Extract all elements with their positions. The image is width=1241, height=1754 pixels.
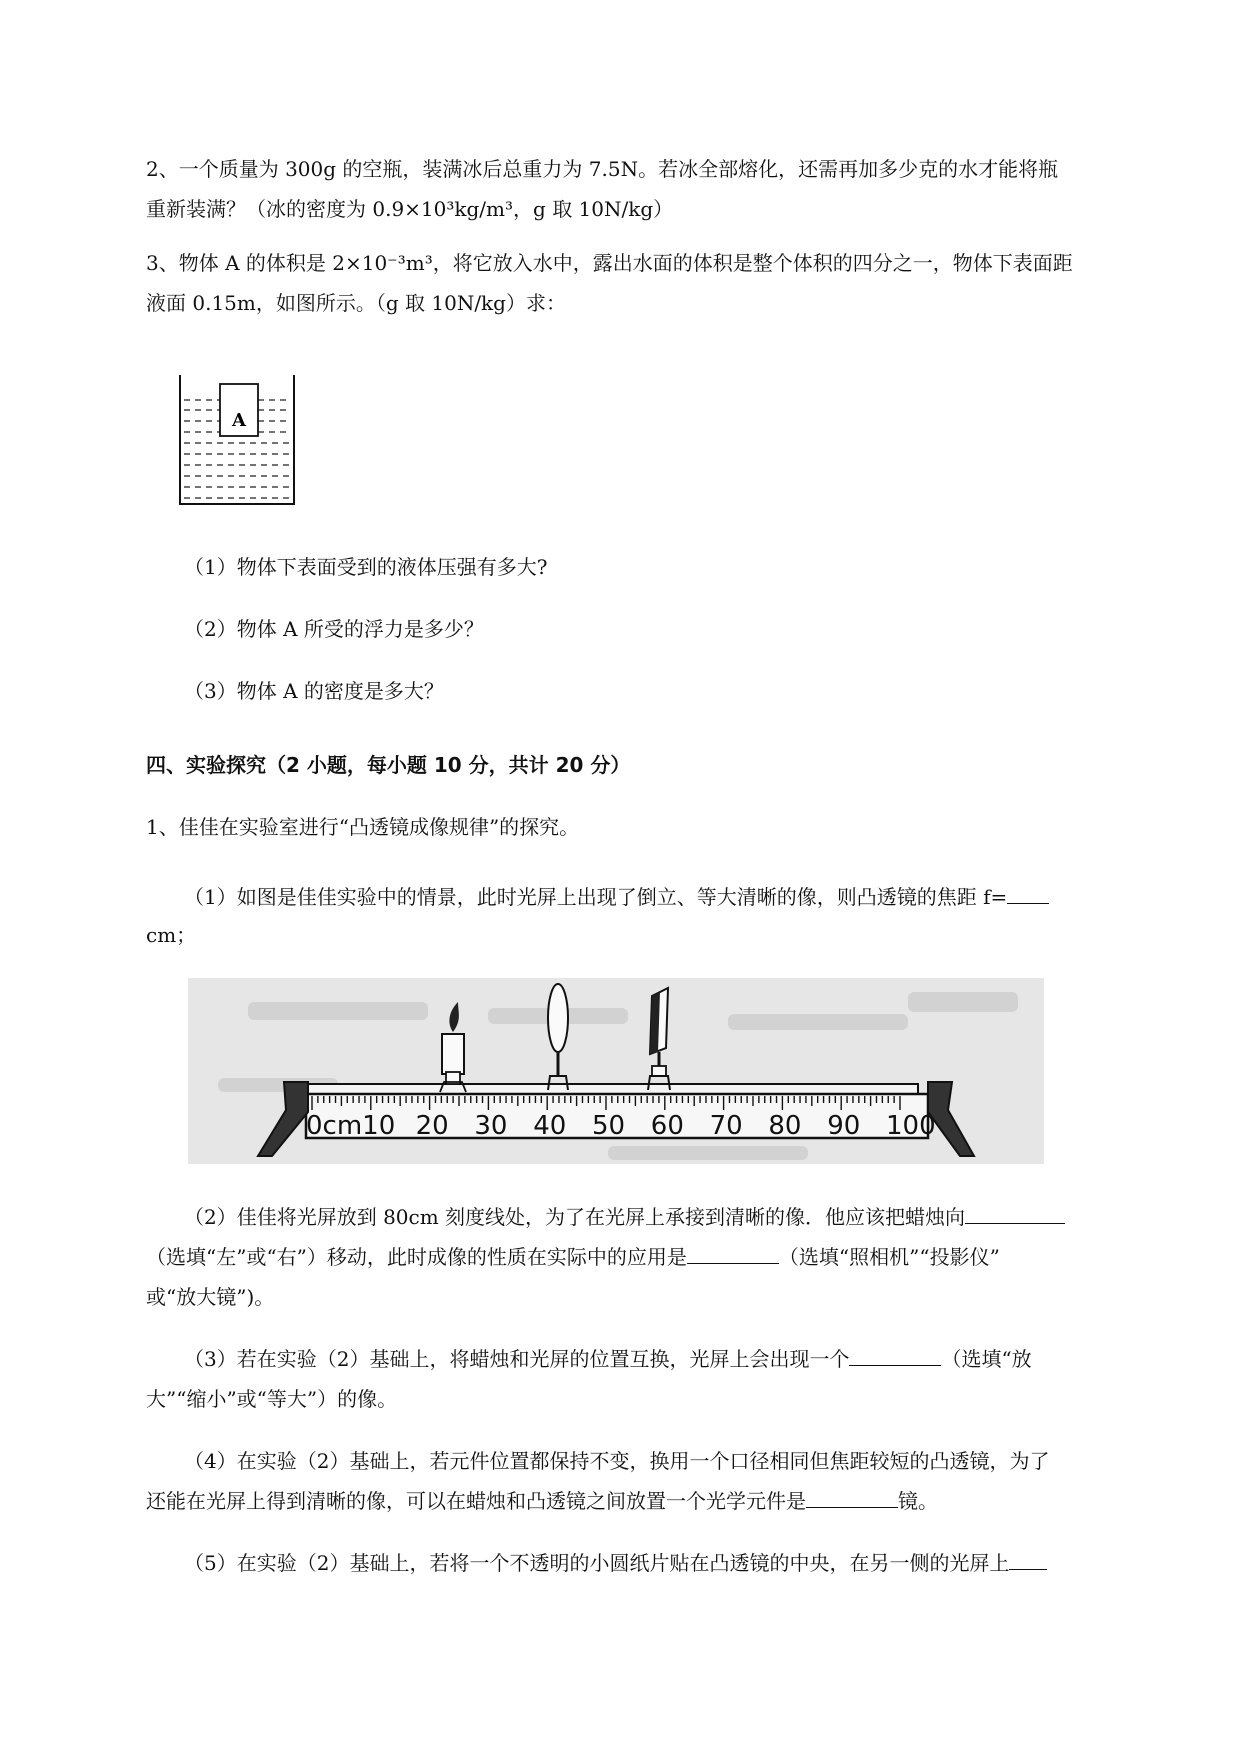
exp1-s2-line3: 或“放大镜”)。 [146,1285,275,1309]
exp1-s1-line1 [184,878,1146,916]
ruler-label: 40 [533,1111,567,1141]
exp1-intro: 1、佳佳在实验室进行“凸透镜成像规律”的探究。 [146,815,580,839]
exp1-s4-text-b: 还能在光屏上得到清晰的像，可以在蜡烛和凸透镜之间放置一个光学元件是 [146,1489,806,1513]
screen-result-blank [1009,1547,1047,1570]
q3-sub1: （1）物体下表面受到的液体压强有多大? [184,555,548,579]
section4-title: 四、实验探究（2 小题，每小题 10 分，共计 20 分） [146,753,631,777]
q3-line2: 液面 0.15m，如图所示。（g 取 10N/kg）求： [146,291,566,315]
exp1-s1-line2: cm； [146,923,197,947]
ruler-label: 80 [768,1111,802,1141]
q3-sub3: （3）物体 A 的密度是多大？ [184,679,444,703]
ruler-label: 0cm10 [306,1111,396,1141]
exp1-s5-text-a: （5）在实验（2）基础上，若将一个不透明的小圆纸片贴在凸透镜的中央，在另一侧的光屏上 [184,1551,1010,1575]
application-blank [687,1241,779,1264]
ruler-label: 100 [886,1111,936,1141]
q3-line1: 3、物体 A 的体积是 2×10⁻³m³，将它放入水中，露出水面的体积是整个体积的四分之一，物体下表面距 [146,251,1073,275]
ruler-label: 90 [827,1111,861,1141]
exp1-s4-line2 [146,1482,1146,1520]
ruler-label: 30 [474,1111,508,1141]
block-a-label: A [232,410,246,431]
exp1-s2-text-b: （选填“左”或“右”）移动，此时成像的性质在实际中的应用是 [146,1245,687,1269]
candle-direction-blank [965,1201,1065,1224]
exp1-s2-line1 [184,1198,1146,1236]
optical-element-blank [806,1485,898,1508]
q2-line2: 重新装满？（冰的密度为 0.9×10³kg/m³，g 取 10N/kg） [146,197,674,221]
q2-line1: 2、一个质量为 300g 的空瓶，装满冰后总重力为 7.5N。若冰全部熔化，还需再加多少克的水才能将瓶 [146,157,1059,181]
exp1-s3-line2: 大”“缩小”或“等大”）的像。 [146,1387,398,1411]
ruler-label: 60 [650,1111,684,1141]
optical-bench-figure [188,978,1044,1164]
exp1-s2-text-c: （选填“照相机”“投影仪” [778,1245,1000,1269]
exp1-s2-line2 [146,1238,1146,1276]
exp1-s4-line1: （4）在实验（2）基础上，若元件位置都保持不变，换用一个口径相同但焦距较短的凸透镜，为了 [184,1449,1050,1473]
light-screen [648,988,670,1090]
ruler-label: 70 [709,1111,743,1141]
ruler-label: 20 [415,1111,449,1141]
exp1-s3-text-a: （3）若在实验（2）基础上，将蜡烛和光屏的位置互换，光屏上会出现一个 [184,1347,850,1371]
ruler-label: 50 [592,1111,626,1141]
exp1-s3-text-b: （选填“放 [941,1347,1032,1371]
focal-length-blank [1007,881,1049,904]
exp1-s4-text-c: 镜。 [898,1489,938,1513]
beaker-diagram [170,370,302,510]
bench-rail [298,1084,918,1094]
exp1-s5-line1 [184,1544,1146,1582]
image-type-blank [849,1343,941,1366]
exp1-s3-line1 [184,1340,1146,1378]
exp1-s2-text-a: （2）佳佳将光屏放到 80cm 刻度线处，为了在光屏上承接到清晰的像．他应该把蜡烛向 [184,1205,966,1229]
q3-sub2: （2）物体 A 所受的浮力是多少？ [184,617,484,641]
exp1-s1-text: （1）如图是佳佳实验中的情景，此时光屏上出现了倒立、等大清晰的像，则凸透镜的焦距 f= [184,885,1008,909]
